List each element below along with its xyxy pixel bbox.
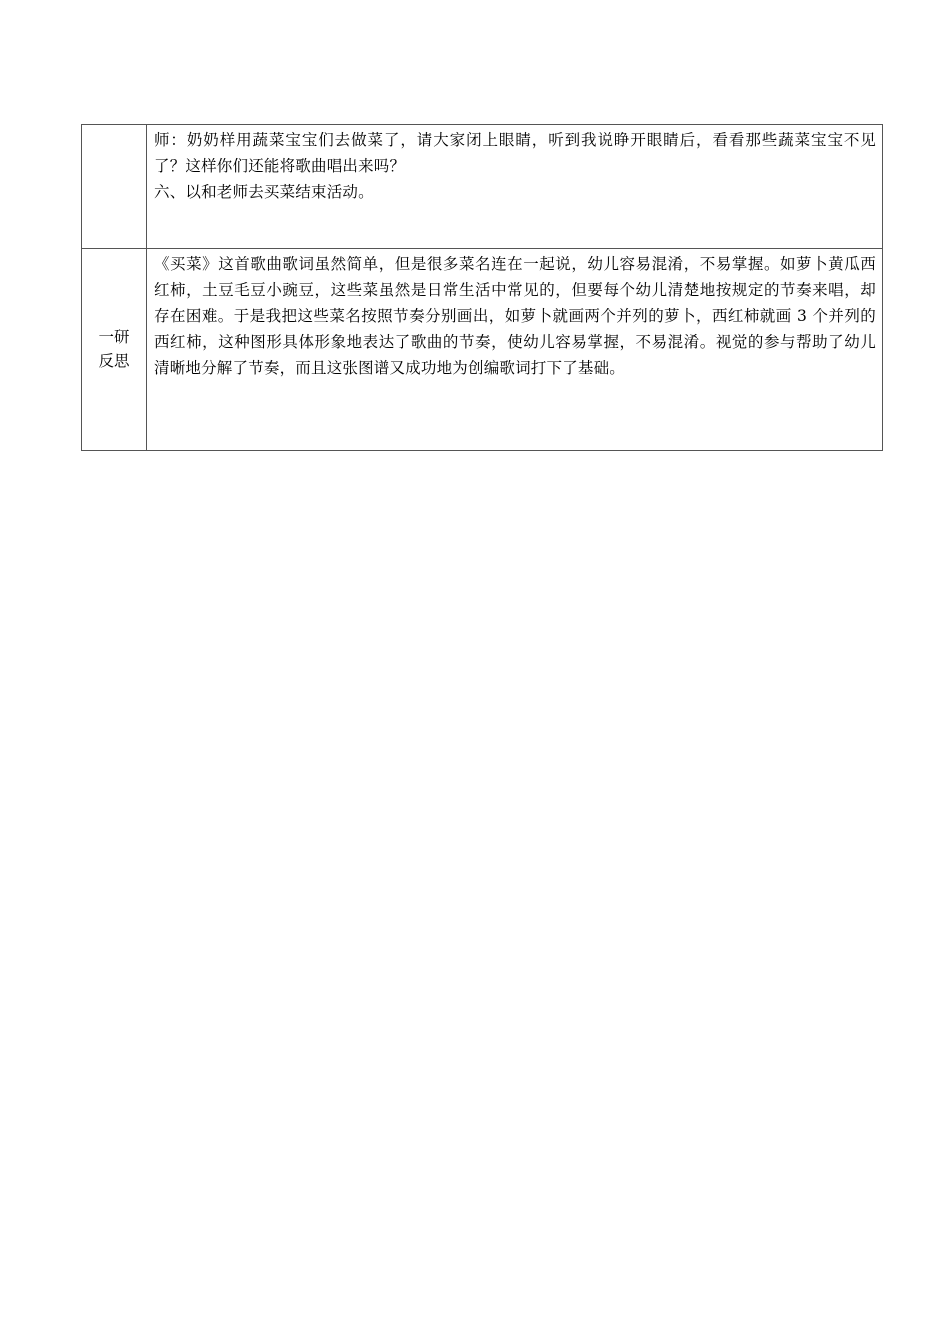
reflection-label-cell <box>82 249 147 451</box>
reflection-paragraph: 《买菜》这首歌曲歌词虽然简单，但是很多菜名连在一起说，幼儿容易混淆，不易掌握。如萝卜黄瓜西红柿，土豆毛豆小豌豆，这些菜虽然是日常生活中常见的，但要每个幼儿清楚地按规定的节奏来唱，却存在困难。于是我把这些菜名按照节奏分别画出，如萝卜就画两个并列的萝卜，西红柿就画 3 个并列的西红柿，这种图形具体形象地表达了歌曲的节奏，使幼儿容易掌握，不易混淆。视觉的参与帮助了幼儿清晰地分解了节奏，而且这张图谱又成功地为创编歌词打下了基础。 <box>154 255 876 377</box>
reflection-label-line-1: 一研 <box>98 327 130 346</box>
reflection-content-cell <box>147 249 883 451</box>
teacher-instruction-paragraph: 师：奶奶样用蔬菜宝宝们去做菜了，请大家闭上眼睛，听到我说睁开眼睛后，看看那些蔬菜宝宝不见了？这样你们还能将歌曲唱出来吗？ <box>154 131 876 175</box>
lesson-table <box>81 124 883 451</box>
table-row <box>82 249 883 451</box>
row-label-cell-empty <box>82 125 147 249</box>
activity-ending-paragraph: 六、以和老师去买菜结束活动。 <box>154 183 374 201</box>
activity-content-cell <box>147 125 883 249</box>
reflection-label <box>82 249 146 448</box>
table-row <box>82 125 883 249</box>
reflection-label-line-2: 反思 <box>98 351 130 370</box>
